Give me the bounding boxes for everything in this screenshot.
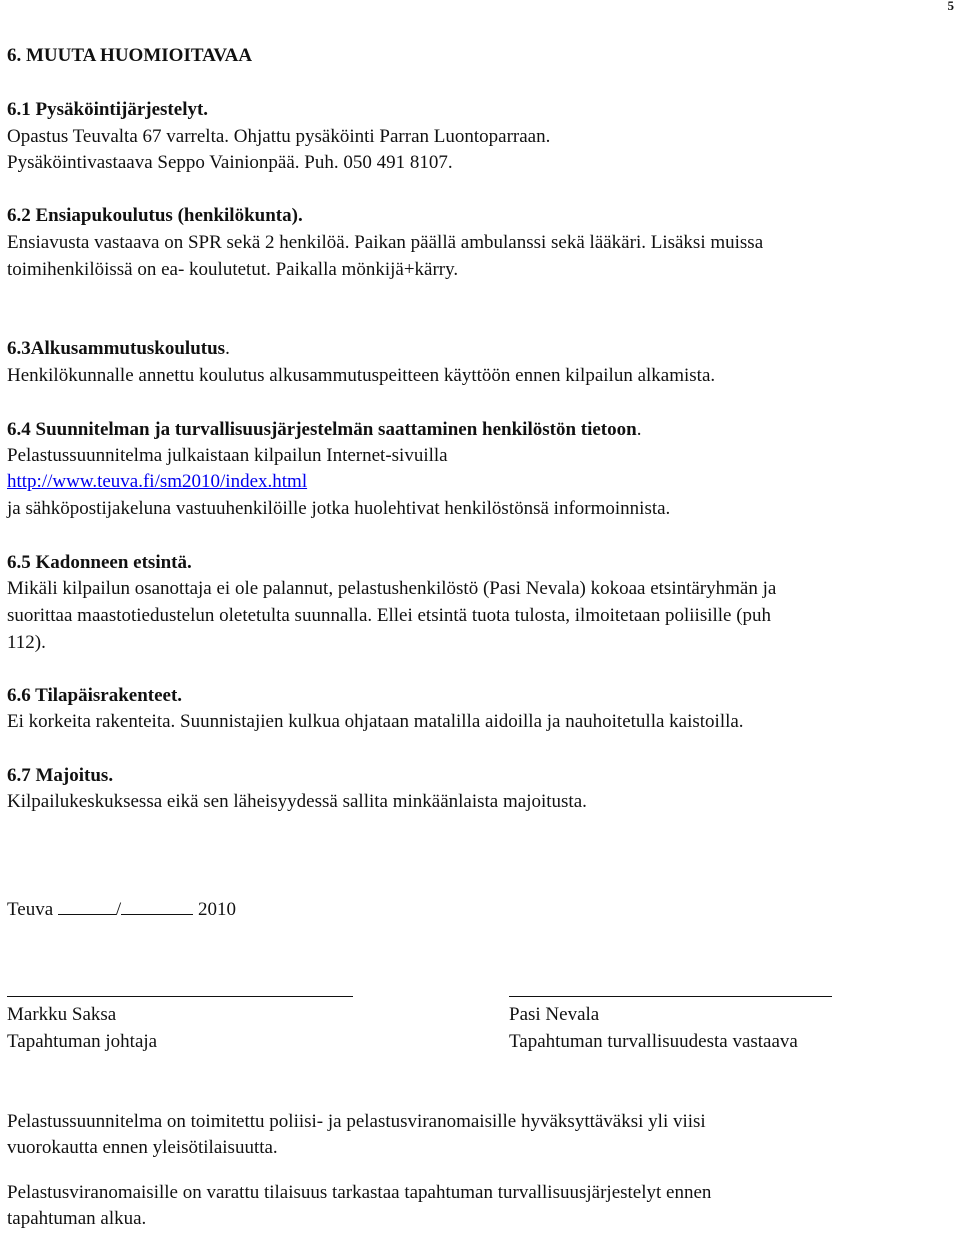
- section-6-2-text: toimihenkilöissä on ea- koulutetut. Paikalla mönkijä+kärry.: [7, 259, 459, 280]
- signature-line-left: [7, 996, 353, 997]
- section-6-5-text: Mikäli kilpailun osanottaja ei ole palannut, pelastushenkilöstö (Pasi Nevala) kokoaa etsintäryhmän ja: [7, 578, 777, 599]
- section-6-1-title: 6.1 Pysäköintijärjestelyt.: [7, 99, 209, 120]
- section-6-2-text: Ensiavusta vastaava on SPR sekä 2 henkilöä. Paikan päällä ambulanssi sekä lääkäri. Lisäksi muissa: [7, 232, 764, 253]
- section-6-4-title-period: .: [636, 419, 642, 440]
- footer-note: vuorokautta ennen yleisötilaisuutta.: [7, 1137, 278, 1158]
- footer-note: Pelastusviranomaisille on varattu tilaisuus tarkastaa tapahtuman turvallisuusjärjestelyt ennen: [7, 1182, 712, 1203]
- day-blank: [58, 898, 116, 915]
- footer-note: tapahtuman alkua.: [7, 1208, 147, 1229]
- signatory-role: Tapahtuman johtaja: [7, 1031, 158, 1052]
- date-separator: /: [115, 899, 122, 920]
- section-6-1-text: Pysäköintivastaava Seppo Vainionpää. Puh. 050 491 8107.: [7, 152, 453, 173]
- footer-note: Pelastussuunnitelma on toimitettu poliisi- ja pelastusviranomaisille hyväksyttäväksi yli viisi: [7, 1111, 706, 1132]
- section-6-3-title-text: 6.3Alkusammutuskoulutus: [7, 338, 226, 359]
- section-6-2-title: 6.2 Ensiapukoulutus (henkilökunta).: [7, 205, 303, 226]
- signature-line-right: [509, 996, 832, 997]
- section-6-3-title-period: .: [225, 338, 230, 359]
- section-6-4-title: [7, 419, 641, 441]
- section-6-1-text: Opastus Teuvalta 67 varrelta. Ohjattu pysäköinti Parran Luontoparraan.: [7, 126, 551, 147]
- section-6-3-text: Henkilökunnalle annettu koulutus alkusammutuspeitteen käyttöön ennen kilpailun alkamista.: [7, 365, 716, 386]
- section-6-5-text: suorittaa maastotiedustelun oletetulta suunnalla. Ellei etsintä tuota tulosta, ilmoitetaan poliisille (puh: [7, 605, 772, 626]
- section-6-6-text: Ei korkeita rakenteita. Suunnistajien kulkua ohjataan matalilla aidoilla ja nauhoitetulla kaistoilla.: [7, 711, 744, 732]
- section-6-4-text: ja sähköpostijakeluna vastuuhenkilöille jotka huolehtivat henkilöstönsä informoinnista.: [7, 498, 671, 519]
- section-6-4-text: Pelastussuunnitelma julkaistaan kilpailun Internet-sivuilla: [7, 445, 448, 466]
- section-6-6-title: 6.6 Tilapäisrakenteet.: [7, 685, 183, 706]
- section-6-3-title: [7, 338, 230, 360]
- signatory-name: Pasi Nevala: [509, 1004, 600, 1025]
- section-6-7-title: 6.7 Majoitus.: [7, 765, 114, 786]
- section-6-7-text: Kilpailukeskuksessa eikä sen läheisyydessä sallita minkäänlaista majoitusta.: [7, 791, 587, 812]
- signatory-role: Tapahtuman turvallisuudesta vastaava: [509, 1031, 798, 1052]
- date-place: Teuva: [7, 899, 54, 920]
- section-6-4-title-text: 6.4 Suunnitelman ja turvallisuusjärjestelmän saattaminen henkilöstön tietoon: [7, 419, 637, 440]
- internet-link[interactable]: http://www.teuva.fi/sm2010/index.html: [7, 471, 308, 492]
- page-number: 5: [947, 0, 954, 13]
- signatory-name: Markku Saksa: [7, 1004, 117, 1025]
- date-line: [7, 898, 236, 921]
- section-6-5-text: 112).: [7, 632, 46, 653]
- section-heading: 6. MUUTA HUOMIOITAVAA: [7, 45, 253, 66]
- month-blank: [121, 898, 193, 915]
- date-year: 2010: [197, 899, 236, 920]
- section-6-5-title: 6.5 Kadonneen etsintä.: [7, 552, 192, 573]
